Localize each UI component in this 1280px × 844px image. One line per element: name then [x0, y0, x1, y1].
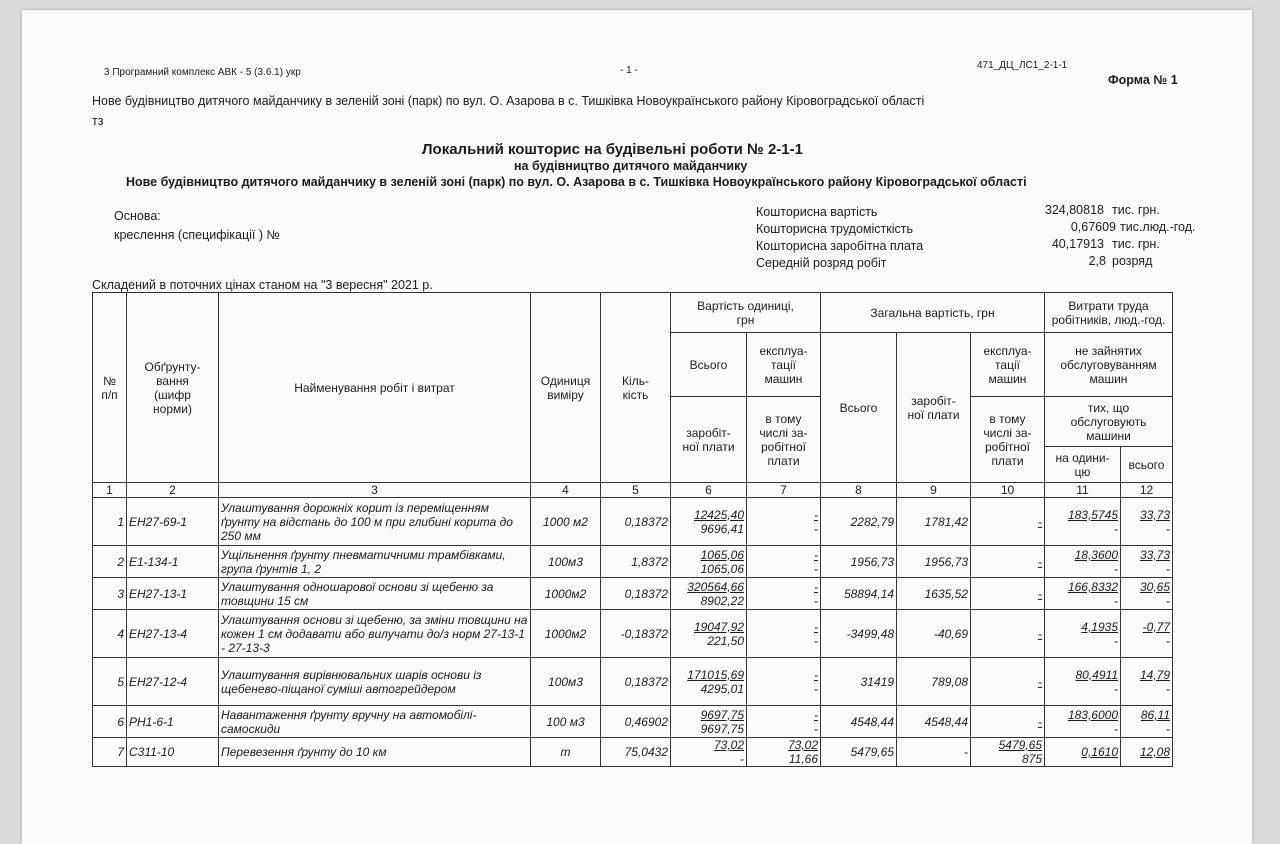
table-row: [93, 578, 1173, 610]
labor-per-unit-serv: -: [1114, 681, 1118, 696]
row-unit-machines: [747, 706, 821, 738]
row-qty: 0,18372: [601, 658, 671, 706]
labor-total: -0,77: [1142, 619, 1170, 634]
col-header-total-incl-wages: в тому числі за- робітної плати: [971, 397, 1045, 483]
summary-label: Середній розряд робіт: [756, 256, 887, 270]
row-labor-per-unit: [1045, 610, 1121, 658]
unit-machines-wages: -: [814, 521, 818, 536]
row-total-all: 2282,79: [821, 498, 897, 546]
labor-per-unit: 166,8332: [1067, 579, 1118, 594]
row-unit: 1000 м2: [531, 498, 601, 546]
program-name: 3 Програмний комплекс АВК - 5 (3.6.1) укр: [104, 67, 301, 78]
row-total-wages: 1781,42: [897, 498, 971, 546]
column-index: 2: [127, 483, 219, 498]
row-total-wages: -40,69: [897, 610, 971, 658]
col-header-total-cost: Загальна вартість, грн: [821, 293, 1045, 333]
basis-drawings: креслення (специфікації ) №: [114, 228, 280, 242]
row-unit-machines: [747, 738, 821, 767]
unit-machines-wages: -: [814, 721, 818, 736]
row-labor-per-unit: [1045, 498, 1121, 546]
unit-machines: -: [814, 579, 818, 594]
labor-total: 33,73: [1139, 547, 1170, 562]
column-index: 8: [821, 483, 897, 498]
prices-note: Складений в поточних цінах станом на "3 вересня" 2021 р.: [92, 278, 433, 292]
table-row: [93, 610, 1173, 658]
row-name: Навантаження ґрунту вручну на автомобілі-самоскиди: [219, 706, 531, 738]
row-number: 5: [93, 658, 127, 706]
row-unit-machines: [747, 498, 821, 546]
row-total-wages: 1956,73: [897, 546, 971, 578]
row-labor-total: [1121, 498, 1173, 546]
document-code: 471_ДЦ_ЛС1_2-1-1: [977, 60, 1068, 71]
unit-cost-wages: 4295,01: [700, 681, 744, 696]
labor-per-unit: 183,6000: [1067, 707, 1118, 722]
row-unit-cost: [671, 706, 747, 738]
unit-cost-wages: -: [740, 752, 744, 766]
labor-total: 30,65: [1139, 579, 1170, 594]
row-total-all: 5479,65: [821, 738, 897, 767]
row-labor-per-unit: [1045, 706, 1121, 738]
row-total-machines: [971, 610, 1045, 658]
unit-cost-wages: 1065,06: [700, 561, 744, 576]
col-header-per-unit: на одини- цю: [1045, 447, 1121, 483]
summary-label: Кошторисна трудомісткість: [756, 222, 914, 236]
col-header-machines-serv: тих, що обслуговують машини: [1045, 397, 1173, 447]
unit-machines: -: [814, 619, 818, 634]
labor-per-unit-serv: -: [1114, 593, 1118, 608]
unit-cost-wages: 221,50: [707, 633, 744, 648]
labor-total: 14,79: [1139, 667, 1170, 682]
row-code: ЕН27-13-4: [127, 610, 219, 658]
row-unit-machines: [747, 658, 821, 706]
unit-cost-wages: 8902,22: [700, 593, 744, 608]
row-unit-cost: [671, 610, 747, 658]
row-unit: 100м3: [531, 658, 601, 706]
row-code: РН1-6-1: [127, 706, 219, 738]
unit-machines: 73,02: [787, 738, 818, 752]
column-index: 5: [601, 483, 671, 498]
unit-machines-wages: -: [814, 681, 818, 696]
column-index: 6: [671, 483, 747, 498]
row-name: Улаштування основи зі щебеню, за зміни товщини на кожен 1 см додавати або вилучати до/з норм 27-13-1 - 27-13-3: [219, 610, 531, 658]
row-code: С311-10: [127, 738, 219, 767]
row-total-machines: [971, 578, 1045, 610]
estimate-object: Нове будівництво дитячого майданчику в зеленій зоні (парк) по вул. О. Азарова в с. Тишківка Новоукраїнського району Кіровоградської області: [126, 175, 1027, 189]
total-machines: 5479,65: [998, 738, 1042, 752]
table-row: [93, 546, 1173, 578]
col-header-total-wages: заробіт- ної плати: [897, 333, 971, 483]
row-total-all: -3499,48: [821, 610, 897, 658]
unit-machines: -: [814, 667, 818, 682]
total-machines: -: [1038, 554, 1042, 569]
row-unit: 1000м2: [531, 578, 601, 610]
column-index: 7: [747, 483, 821, 498]
total-machines: -: [1038, 626, 1042, 641]
row-number: 4: [93, 610, 127, 658]
row-labor-total: [1121, 578, 1173, 610]
row-total-wages: -: [897, 738, 971, 767]
row-number: 6: [93, 706, 127, 738]
document-page: [22, 10, 1252, 844]
row-number: 2: [93, 546, 127, 578]
summary-label: Кошторисна заробітна плата: [756, 239, 924, 253]
labor-total-serv: -: [1166, 521, 1170, 536]
row-qty: -0,18372: [601, 610, 671, 658]
tz-label: тз: [92, 114, 104, 128]
unit-machines-wages: -: [814, 561, 818, 576]
labor-total-serv: -: [1166, 593, 1170, 608]
labor-per-unit: 0,1610: [1081, 745, 1118, 759]
labor-per-unit: 4,1935: [1081, 619, 1118, 634]
col-header-code: Обґрунту- вання (шифр норми): [127, 293, 219, 483]
labor-total-serv: -: [1166, 561, 1170, 576]
unit-cost-wages: 9697,75: [700, 721, 744, 736]
summary-value: 324,80818: [1044, 203, 1104, 217]
labor-total-serv: -: [1166, 633, 1170, 648]
summary-label: Кошторисна вартість: [756, 205, 878, 219]
table-row: [93, 498, 1173, 546]
row-name: Улаштування вирівнювальних шарів основи із щебенево-піщаної суміші автогрейдером: [219, 658, 531, 706]
column-index: 4: [531, 483, 601, 498]
labor-per-unit: 183,5745: [1067, 507, 1118, 522]
row-labor-total: [1121, 706, 1173, 738]
unit-cost-all: 73,02: [713, 738, 744, 752]
row-unit-cost: [671, 546, 747, 578]
table-row: [93, 738, 1173, 767]
col-header-machines: експлуа- тації машин: [747, 333, 821, 397]
row-name: Перевезення ґрунту до 10 км: [219, 738, 531, 767]
labor-per-unit-serv: -: [1114, 633, 1118, 648]
row-labor-per-unit: [1045, 658, 1121, 706]
row-total-all: 4548,44: [821, 706, 897, 738]
summary-value: 0,67609: [1070, 220, 1116, 234]
labor-per-unit-serv: -: [1114, 721, 1118, 736]
row-unit-cost: [671, 738, 747, 767]
row-code: ЕН27-12-4: [127, 658, 219, 706]
total-machines: -: [1038, 674, 1042, 689]
row-unit-cost: [671, 658, 747, 706]
labor-per-unit-serv: -: [1114, 521, 1118, 536]
unit-machines: -: [814, 507, 818, 522]
row-number: 7: [93, 738, 127, 767]
table-row: [93, 658, 1173, 706]
column-index: 10: [971, 483, 1045, 498]
row-labor-per-unit: [1045, 578, 1121, 610]
row-qty: 0,46902: [601, 706, 671, 738]
total-machines-wages: 875: [1021, 752, 1042, 766]
summary-unit: тис. грн.: [1112, 237, 1160, 251]
form-number: Форма № 1: [1108, 73, 1178, 87]
row-unit-machines: [747, 546, 821, 578]
unit-machines-wages: -: [814, 593, 818, 608]
total-machines: -: [1038, 514, 1042, 529]
row-unit: т: [531, 738, 601, 767]
column-index-row: [93, 483, 1173, 498]
col-header-unit: Одиниця виміру: [531, 293, 601, 483]
row-total-wages: 4548,44: [897, 706, 971, 738]
col-header-all: Всього: [671, 333, 747, 397]
summary-value: 2,8: [1088, 254, 1106, 268]
col-header-name: Найменування робіт і витрат: [219, 293, 531, 483]
row-qty: 0,18372: [601, 578, 671, 610]
estimate-title: Локальний кошторис на будівельні роботи № 2-1-1: [422, 141, 803, 158]
row-unit-cost: [671, 498, 747, 546]
labor-total: 12,08: [1139, 745, 1170, 759]
labor-per-unit-serv: -: [1114, 561, 1118, 576]
row-unit-cost: [671, 578, 747, 610]
unit-machines-wages: -: [814, 633, 818, 648]
row-code: ЕН27-13-1: [127, 578, 219, 610]
row-total-all: 1956,73: [821, 546, 897, 578]
unit-cost-all: 171015,69: [687, 667, 744, 682]
unit-cost-wages: 9696,41: [700, 521, 744, 536]
labor-per-unit: 18,3600: [1074, 547, 1118, 562]
row-name: Ущільнення ґрунту пневматичними трамбівками, група ґрунтів 1, 2: [219, 546, 531, 578]
col-header-qty: Кіль- кість: [601, 293, 671, 483]
row-total-machines: [971, 738, 1045, 767]
column-index: 3: [219, 483, 531, 498]
row-total-machines: [971, 658, 1045, 706]
labor-per-unit: 80,4911: [1075, 667, 1118, 682]
row-qty: 1,8372: [601, 546, 671, 578]
col-header-incl-wages: в тому числі за- робітної плати: [747, 397, 821, 483]
unit-cost-all: 19047,92: [693, 619, 744, 634]
col-header-total-machines: експлуа- тації машин: [971, 333, 1045, 397]
row-total-all: 58894,14: [821, 578, 897, 610]
unit-machines: -: [814, 547, 818, 562]
col-header-num: № п/п: [93, 293, 127, 483]
col-header-total: всього: [1121, 447, 1173, 483]
unit-cost-all: 1065,06: [700, 547, 744, 562]
row-name: Улаштування дорожніх корит із переміщенням ґрунту на відстань до 100 м при глибині корита до 250 мм: [219, 498, 531, 546]
total-machines: -: [1038, 586, 1042, 601]
row-total-machines: [971, 546, 1045, 578]
column-index: 1: [93, 483, 127, 498]
row-unit-machines: [747, 610, 821, 658]
summary-value: 40,17913: [1051, 237, 1104, 251]
column-index: 11: [1045, 483, 1121, 498]
col-header-labor: Витрати труда робітників, люд.-год.: [1045, 293, 1173, 333]
row-qty: 0,18372: [601, 498, 671, 546]
col-header-total-all: Всього: [821, 333, 897, 483]
labor-total-serv: -: [1166, 721, 1170, 736]
row-unit: 100м3: [531, 546, 601, 578]
row-total-all: 31419: [821, 658, 897, 706]
row-unit: 1000м2: [531, 610, 601, 658]
row-number: 3: [93, 578, 127, 610]
row-qty: 75,0432: [601, 738, 671, 767]
labor-total: 33,73: [1139, 507, 1170, 522]
unit-machines-wages: 11,66: [788, 752, 818, 766]
estimate-table: [92, 292, 1173, 767]
object-line: Нове будівництво дитячого майданчику в зеленій зоні (парк) по вул. О. Азарова в с. Тишківка Новоукраїнського району Кіровоградської області: [92, 94, 925, 108]
col-header-not-machines: не зайнятих обслуговуванням машин: [1045, 333, 1173, 397]
row-labor-total: [1121, 738, 1173, 767]
col-header-unit-cost: Вартість одиниці, грн: [671, 293, 821, 333]
row-labor-per-unit: [1045, 738, 1121, 767]
labor-total: 86,11: [1140, 707, 1170, 722]
unit-machines: -: [814, 707, 818, 722]
row-unit-machines: [747, 578, 821, 610]
column-index: 9: [897, 483, 971, 498]
summary-unit: розряд: [1112, 254, 1153, 268]
table-row: [93, 706, 1173, 738]
row-total-machines: [971, 498, 1045, 546]
row-unit: 100 м3: [531, 706, 601, 738]
row-code: Е1-134-1: [127, 546, 219, 578]
total-machines: -: [1038, 714, 1042, 729]
row-code: ЕН27-69-1: [127, 498, 219, 546]
unit-cost-all: 320564,66: [687, 579, 744, 594]
row-labor-total: [1121, 546, 1173, 578]
estimate-subtitle: на будівництво дитячого майданчику: [514, 159, 748, 173]
row-labor-per-unit: [1045, 546, 1121, 578]
row-total-wages: 1635,52: [897, 578, 971, 610]
row-labor-total: [1121, 610, 1173, 658]
row-number: 1: [93, 498, 127, 546]
labor-total-serv: -: [1166, 681, 1170, 696]
unit-cost-all: 12425,40: [693, 507, 744, 522]
summary-unit: тис.люд.-год.: [1120, 220, 1196, 234]
row-name: Улаштування одношарової основи зі щебеню за товщини 15 см: [219, 578, 531, 610]
unit-cost-all: 9697,75: [700, 707, 744, 722]
col-header-wages: заробіт- ної плати: [671, 397, 747, 483]
basis-label: Основа:: [114, 209, 161, 223]
row-labor-total: [1121, 658, 1173, 706]
summary-unit: тис. грн.: [1112, 203, 1160, 217]
column-index: 12: [1121, 483, 1173, 498]
row-total-wages: 789,08: [897, 658, 971, 706]
row-total-machines: [971, 706, 1045, 738]
page-number: - 1 -: [620, 65, 638, 76]
